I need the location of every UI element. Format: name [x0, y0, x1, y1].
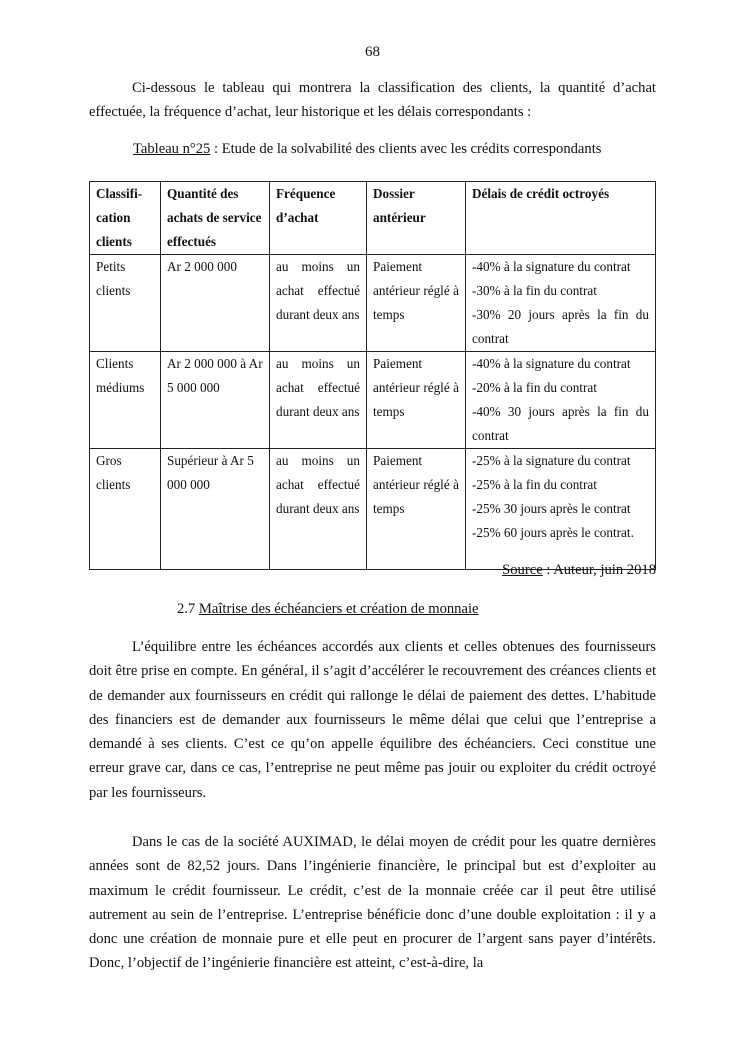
header-frequence: Fréquence d’achat — [270, 182, 367, 255]
source-label: Source — [502, 562, 543, 578]
header-dossier: Dossier antérieur — [367, 182, 466, 255]
section-title: Maîtrise des échéanciers et création de monnaie — [198, 601, 479, 617]
paragraph-auximad: Dans le cas de la société AUXIMAD, le délai moyen de crédit pour les quatre dernières années sont de 82,52 jours. Dans l’ingénierie financière, le principal but est d’exploiter au maximum le crédit fournisseur. Le crédit, c’est de la monnaie créée car il peut être utilisé autrement au sein de l’entreprise. L’entreprise bénéficie donc d’une double exploitation : il y a donc une création de monnaie pure et elle peut en procurer de l’argent sans payer d’intérêts. Donc, l’objectif de l’ingénierie financière est atteint, c’est-à-dire, la — [89, 834, 656, 972]
table-caption-text: : Etude de la solvabilité des clients avec les crédits correspondants — [210, 141, 602, 157]
page-number: 68 — [365, 44, 380, 60]
table-row — [90, 255, 656, 352]
section-heading — [177, 601, 478, 618]
cell-frequence: au moins un achat effectué durant deux ans — [270, 352, 367, 449]
cell-quantite: Ar 2 000 000 à Ar 5 000 000 — [161, 352, 270, 449]
source-text: : Auteur, juin 2018 — [542, 562, 656, 578]
cell-classification: Petits clients — [90, 255, 161, 352]
cell-dossier: Paiement antérieur réglé à temps — [367, 255, 466, 352]
header-delais: Délais de crédit octroyés — [466, 182, 656, 255]
cell-dossier: Paiement antérieur réglé à temps — [367, 449, 466, 570]
delai-line: -25% à la fin du contrat — [472, 477, 597, 492]
cell-frequence: au moins un achat effectué durant deux ans — [270, 255, 367, 352]
intro-paragraph: Ci-dessous le tableau qui montrera la classification des clients, la quantité d’achat effectuée, la fréquence d’achat, leur historique et les délais correspondants : — [89, 80, 656, 121]
delai-line: -25% 30 jours après le contrat — [472, 501, 631, 516]
table-caption-label: Tableau n°25 — [133, 141, 211, 157]
header-quantite: Quantité des achats de service effectués — [161, 182, 270, 255]
delai-line: -25% 60 jours après le contrat. — [472, 525, 634, 540]
delai-line: -40% à la signature du contrat — [472, 259, 631, 274]
delai-line: -40% 30 jours après la fin du contrat — [472, 404, 649, 443]
header-classification: Classifi-cation clients — [90, 182, 161, 255]
table-source — [502, 562, 656, 579]
delai-line: -30% 20 jours après la fin du contrat — [472, 307, 649, 346]
cell-frequence: au moins un achat effectué durant deux ans — [270, 449, 367, 570]
cell-classification: Clients médiums — [90, 352, 161, 449]
table-row — [90, 352, 656, 449]
table-caption — [133, 141, 601, 158]
cell-classification: Gros clients — [90, 449, 161, 570]
cell-delais — [466, 352, 656, 449]
paragraph-equilibre: L’équilibre entre les échéances accordés aux clients et celles obtenues des fournisseurs doit être prise en compte. En général, il s’agit d’accélérer le recouvrement des créances clients et de demander aux fournisseurs en crédit qui rallonge le délai de paiement des dettes. L’habitude des financiers est de demander aux fournisseurs le même délai que celui que l’entreprise a demandé à ses clients. C’est ce qu’on appelle équilibre des échéanciers. Ceci constitue une erreur grave car, dans ce cas, l’entreprise ne peut même pas jouir ou exploiter du crédit octroyé par les fournisseurs. — [89, 639, 656, 801]
cell-delais — [466, 255, 656, 352]
cell-delais — [466, 449, 656, 570]
cell-quantite: Supérieur à Ar 5 000 000 — [161, 449, 270, 570]
solvency-table — [89, 181, 656, 570]
delai-line: -20% à la fin du contrat — [472, 380, 597, 395]
table-row — [90, 449, 656, 570]
cell-dossier: Paiement antérieur réglé à temps — [367, 352, 466, 449]
table-header-row — [90, 182, 656, 255]
delai-line: -30% à la fin du contrat — [472, 283, 597, 298]
cell-quantite: Ar 2 000 000 — [161, 255, 270, 352]
section-number: 2.7 — [177, 601, 199, 617]
delai-line: -40% à la signature du contrat — [472, 356, 631, 371]
delai-line: -25% à la signature du contrat — [472, 453, 631, 468]
